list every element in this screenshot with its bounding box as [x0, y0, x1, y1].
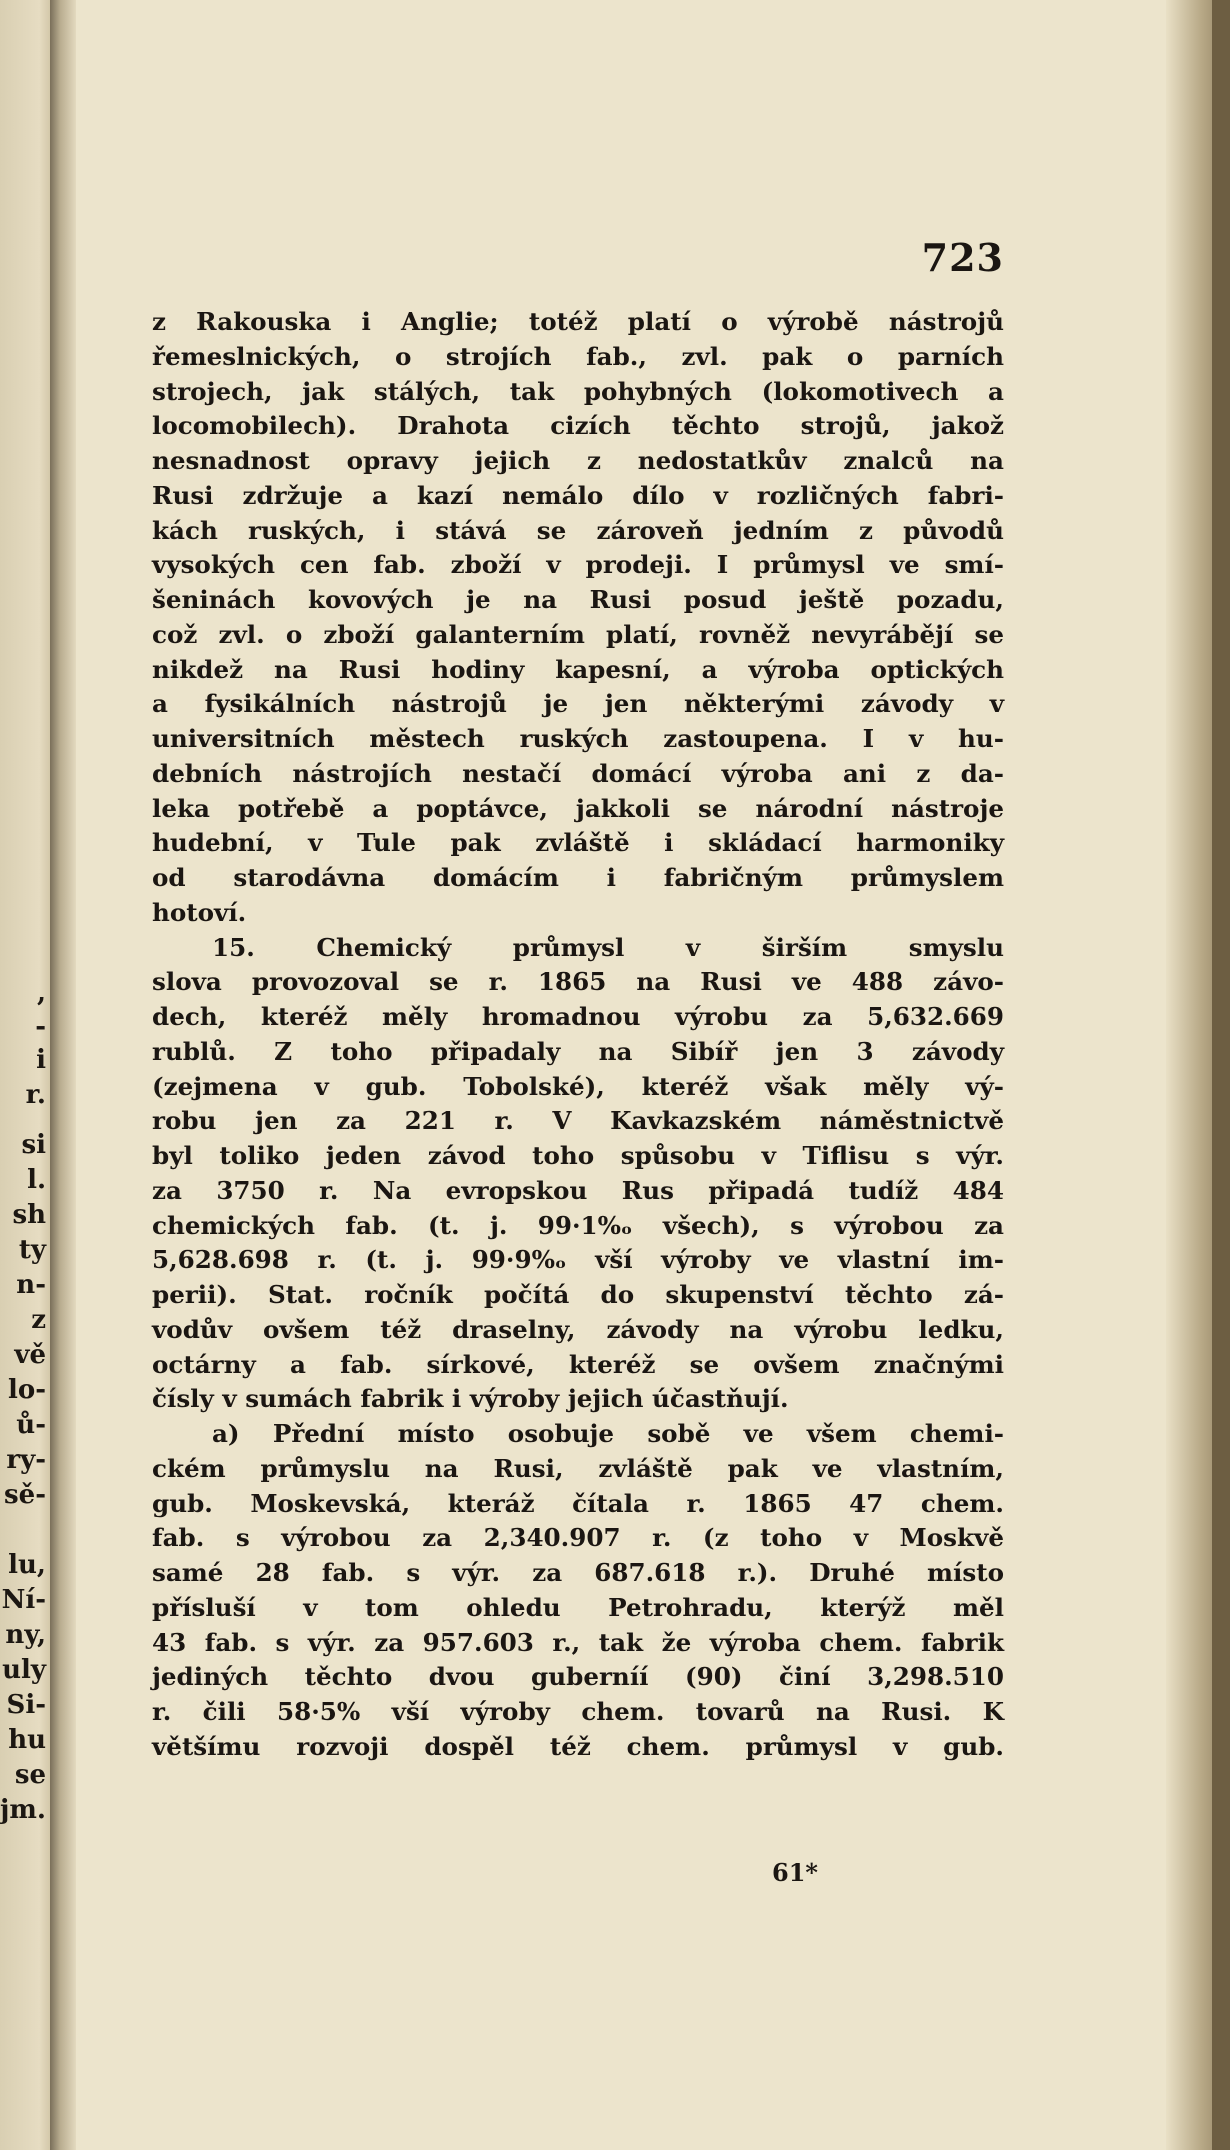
- text-line: r. čili 58·5% vší výroby chem. tovarů na Rusi. K: [152, 1697, 1004, 1726]
- text-line: locomobilech). Drahota cizích těchto strojů, jakož: [152, 411, 1004, 441]
- left-fragment: i: [36, 1045, 46, 1075]
- text-line: rublů. Z toho připadaly na Sibíř jen 3 závody: [152, 1036, 1004, 1066]
- text-line: slova provozoval se r. 1865 na Rusi ve 488 závo-: [152, 967, 1004, 997]
- left-fragment: si: [21, 1130, 46, 1160]
- text-line: z Rakouska i Anglie; totéž platí o výrobě nástrojů: [152, 307, 1004, 336]
- left-fragment: n-: [16, 1270, 46, 1300]
- left-fragment: l.: [27, 1165, 46, 1195]
- text-line: ckém průmyslu na Rusi, zvláště pak ve vlastním,: [152, 1453, 1004, 1483]
- left-fragment: jm.: [0, 1795, 46, 1825]
- left-fragment: sě-: [4, 1480, 46, 1510]
- text-line: universitních městech ruských zastoupena. I v hu-: [152, 724, 1004, 753]
- text-line: leka potřebě a poptávce, jakkoli se národní nástroje: [152, 793, 1004, 823]
- text-line: a fysikálních nástrojů je jen některými závody v: [152, 689, 1004, 719]
- left-fragment: z: [31, 1305, 46, 1335]
- left-fragment: vě: [14, 1340, 46, 1370]
- left-fragment: uly: [2, 1655, 46, 1685]
- left-fragment: ny,: [5, 1620, 46, 1650]
- text-line: byl toliko jeden závod toho spůsobu v Tiflisu s výr.: [152, 1141, 1004, 1170]
- left-fragment: -: [35, 1012, 46, 1042]
- text-line: debních nástrojích nestačí domácí výroba ani z da-: [152, 758, 1004, 788]
- text-line: za 3750 r. Na evropskou Rus připadá tudíž 484: [152, 1175, 1004, 1205]
- left-fragment: Si-: [6, 1690, 46, 1720]
- text-line: nesnadnost opravy jejich z nedostatkův znalců na: [152, 446, 1004, 475]
- text-line: fab. s výrobou za 2,340.907 r. (z toho v Moskvě: [152, 1523, 1004, 1553]
- left-fragment: ,: [36, 978, 46, 1008]
- text-line: hotoví.: [152, 897, 247, 927]
- left-fragment: se: [14, 1760, 46, 1790]
- left-fragment: hu: [8, 1725, 46, 1755]
- text-line: řemeslnických, o strojích fab., zvl. pak o parních: [152, 341, 1004, 371]
- left-fragment: lu,: [8, 1550, 46, 1580]
- book-gutter: [50, 0, 76, 2150]
- text-line: od starodávna domácím i fabričným průmyslem: [152, 863, 1004, 892]
- text-line: hudební, v Tule pak zvláště i skládací harmoniky: [152, 828, 1004, 858]
- text-line: strojech, jak stálých, tak pohybných (lokomotivech a: [152, 376, 1004, 406]
- section-heading-line: 15. Chemický průmysl v širším smyslu: [212, 932, 1004, 962]
- text-line: samé 28 fab. s výr. za 687.618 r.). Druhé místo: [152, 1558, 1004, 1587]
- text-line: (zejmena v gub. Tobolské), kteréž však měly vý-: [152, 1071, 1004, 1101]
- signature-mark: 61*: [772, 1858, 818, 1887]
- page-body: [152, 305, 1004, 1765]
- text-line: což zvl. o zboží galanterním platí, rovněž nevyrábějí se: [152, 619, 1004, 649]
- left-fragment: r.: [25, 1080, 46, 1110]
- text-line: perii). Stat. ročník počítá do skupenství těchto zá-: [152, 1280, 1004, 1309]
- left-fragment: ty: [18, 1235, 46, 1265]
- text-line: vodův ovšem též draselny, závody na výrobu ledku,: [152, 1314, 1004, 1344]
- left-fragment: lo-: [7, 1375, 46, 1405]
- text-line: Rusi zdržuje a kazí nemálo dílo v rozličných fabri-: [152, 480, 1004, 510]
- text-line: nikdež na Rusi hodiny kapesní, a výroba optických: [152, 654, 1004, 684]
- text-line: vysokých cen fab. zboží v prodeji. I průmysl ve smí-: [152, 550, 1004, 580]
- left-fragment: sh: [12, 1200, 46, 1230]
- left-page-edge: [0, 0, 56, 2150]
- right-page-shadow: [1212, 0, 1230, 2150]
- text-line: kách ruských, i stává se zároveň jedním z původů: [152, 515, 1004, 545]
- page-number: 723: [921, 235, 1004, 280]
- text-line: octárny a fab. sírkové, kteréž se ovšem značnými: [152, 1349, 1004, 1379]
- left-fragment: ů-: [16, 1410, 46, 1440]
- text-line: gub. Moskevská, kteráž čítala r. 1865 47 chem.: [152, 1488, 1004, 1518]
- text-line: 5,628.698 r. (t. j. 99·9%ₒ vší výroby ve vlastní im-: [152, 1245, 1004, 1275]
- text-line: jediných těchto dvou guberníí (90) činí 3,298.510: [152, 1662, 1004, 1692]
- text-line: většímu rozvoji dospěl též chem. průmysl v gub.: [152, 1731, 1004, 1761]
- text-line: dech, kteréž měly hromadnou výrobu za 5,632.669: [152, 1002, 1004, 1031]
- left-fragment: Ní-: [1, 1585, 46, 1615]
- left-fragment: ry-: [6, 1445, 46, 1475]
- text-line: přísluší v tom ohledu Petrohradu, kterýž měl: [152, 1592, 1004, 1622]
- text-line: šeninách kovových je na Rusi posud ještě pozadu,: [152, 585, 1004, 614]
- text-line: a) Přední místo osobuje sobě ve všem chemi-: [212, 1419, 1004, 1448]
- text-line: 43 fab. s výr. za 957.603 r., tak že výroba chem. fabrik: [152, 1627, 1004, 1657]
- text-line: čísly v sumách fabrik i výroby jejich účastňují.: [152, 1384, 789, 1414]
- text-line: robu jen za 221 r. V Kavkazském náměstnictvě: [152, 1106, 1004, 1136]
- text-line: chemických fab. (t. j. 99·1%ₒ všech), s výrobou za: [152, 1210, 1004, 1240]
